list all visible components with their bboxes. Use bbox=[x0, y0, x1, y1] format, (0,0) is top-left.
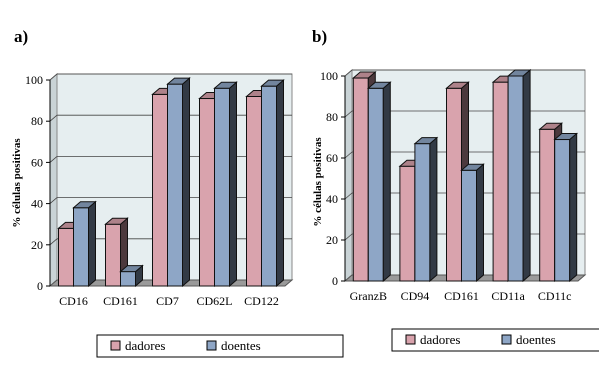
x-tick-label: CD161 bbox=[103, 294, 138, 308]
chart-panel-2 bbox=[312, 27, 599, 351]
plot-side-wall bbox=[50, 74, 57, 286]
bar-front bbox=[168, 84, 183, 286]
bar-doentes-CD11c bbox=[555, 134, 577, 281]
bar-front bbox=[447, 88, 462, 281]
legend-label-dadores: dadores bbox=[420, 332, 461, 347]
x-tick-label: CD7 bbox=[156, 294, 179, 308]
legend-label-doentes: doentes bbox=[516, 332, 556, 347]
bar-side bbox=[570, 134, 577, 281]
y-axis-label: % células positivas bbox=[11, 138, 23, 228]
x-tick-label: CD11a bbox=[491, 289, 525, 303]
legend bbox=[97, 335, 343, 357]
y-tick-label: 60 bbox=[326, 151, 338, 165]
bar-front bbox=[508, 76, 523, 281]
y-tick-label: 60 bbox=[31, 155, 43, 170]
bar-front bbox=[59, 228, 74, 286]
bar-front bbox=[415, 144, 430, 281]
bar-side bbox=[477, 164, 484, 281]
bar-front bbox=[121, 272, 136, 286]
bar-doentes-CD94 bbox=[415, 138, 437, 281]
bar-front bbox=[462, 170, 477, 281]
bar-front bbox=[74, 208, 89, 286]
legend-label-doentes: doentes bbox=[221, 338, 261, 353]
bar-front bbox=[262, 86, 277, 286]
legend-swatch-dadores bbox=[406, 335, 415, 344]
bar-doentes-CD122 bbox=[262, 80, 284, 286]
chart-panel-1 bbox=[11, 27, 343, 357]
y-tick-label: 20 bbox=[326, 233, 338, 247]
bar-front bbox=[493, 82, 508, 281]
bar-doentes-CD11a bbox=[508, 70, 530, 281]
y-axis-label: % células positivas bbox=[312, 137, 324, 227]
y-tick-label: 0 bbox=[332, 274, 338, 288]
legend-swatch-doentes bbox=[207, 341, 216, 350]
bar-doentes-CD16 bbox=[74, 202, 96, 286]
x-tick-label: GranzB bbox=[349, 289, 387, 303]
panel-label: a) bbox=[14, 27, 29, 46]
bar-front bbox=[400, 166, 415, 281]
legend-swatch-doentes bbox=[502, 335, 511, 344]
y-tick-label: 80 bbox=[326, 110, 338, 124]
plot-side-wall bbox=[345, 70, 352, 281]
y-tick-label: 20 bbox=[31, 237, 43, 252]
bar-doentes-CD62L bbox=[215, 82, 237, 286]
y-tick-label: 40 bbox=[326, 192, 338, 206]
bar-front bbox=[555, 140, 570, 281]
bar-side bbox=[523, 70, 530, 281]
bar-front bbox=[353, 78, 368, 281]
bar-front bbox=[368, 88, 383, 281]
x-tick-label: CD11c bbox=[537, 289, 572, 303]
bar-side bbox=[383, 82, 390, 281]
y-tick-label: 80 bbox=[31, 114, 43, 129]
bar-front bbox=[540, 129, 555, 281]
y-tick-label: 100 bbox=[25, 73, 43, 87]
bar-front bbox=[153, 94, 168, 286]
bar-side bbox=[89, 202, 96, 286]
legend-swatch-dadores bbox=[111, 341, 120, 350]
bar-front bbox=[215, 88, 230, 286]
y-tick-label: 40 bbox=[31, 196, 43, 211]
bar-doentes-CD161 bbox=[462, 164, 484, 281]
bar-side bbox=[430, 138, 437, 281]
bar-front bbox=[247, 96, 262, 286]
x-tick-label: CD16 bbox=[59, 294, 88, 308]
bar-side bbox=[183, 78, 190, 286]
legend bbox=[392, 329, 599, 351]
y-tick-label: 100 bbox=[320, 69, 338, 83]
bar-doentes-CD161 bbox=[121, 266, 143, 286]
x-tick-label: CD122 bbox=[244, 294, 279, 308]
bar-doentes-GranzB bbox=[368, 82, 390, 281]
bar-front bbox=[200, 99, 215, 286]
bar-side bbox=[277, 80, 284, 286]
legend-label-dadores: dadores bbox=[125, 338, 166, 353]
x-tick-label: CD94 bbox=[400, 289, 430, 303]
bar-front bbox=[106, 224, 121, 286]
y-tick-label: 0 bbox=[37, 279, 43, 293]
panel-label: b) bbox=[312, 27, 328, 46]
x-tick-label: CD161 bbox=[444, 289, 479, 303]
x-tick-label: CD62L bbox=[196, 294, 233, 308]
bar-doentes-CD7 bbox=[168, 78, 190, 286]
bar-side bbox=[230, 82, 237, 286]
